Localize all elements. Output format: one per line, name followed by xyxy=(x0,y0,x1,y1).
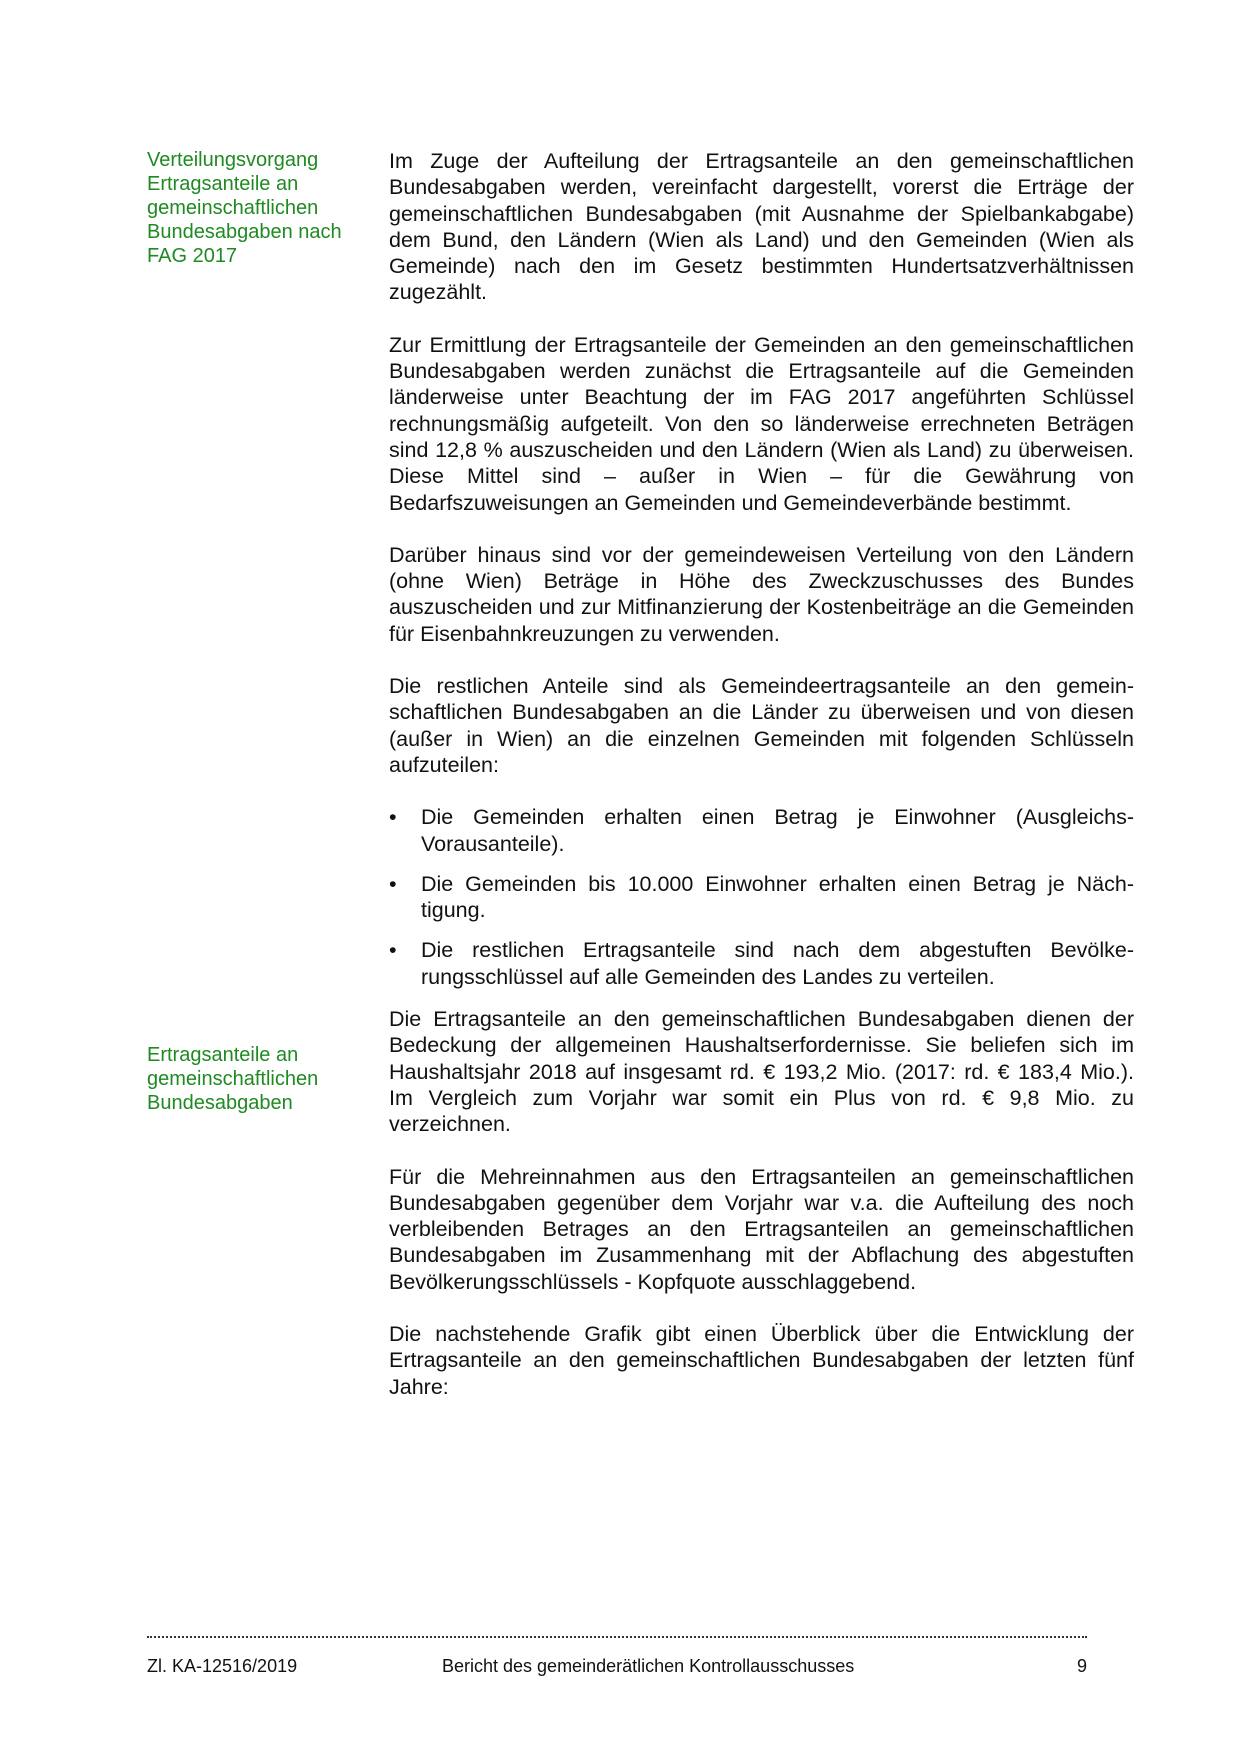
bullet-icon: • xyxy=(389,805,397,830)
main-text xyxy=(389,148,1134,1426)
margin-note-line: Ertragsanteile an xyxy=(147,173,299,195)
paragraph-restliche-anteile: Die restlichen Anteile sind als Gemeindeertragsanteile an den gemeinschaftlichen Bundesabgaben an die Länder zu überweisen und von diesen (außer in Wien) an die einzelnen Gemeinden mit folgenden Schlüsseln aufzuteilen: xyxy=(389,674,1134,777)
list-item-text: Die Gemeinden bis 10.000 Einwohner erhalten einen Betrag je Nächtigung. xyxy=(421,871,1134,923)
document-reference: Zl. KA-12516/2019 xyxy=(147,1656,298,1676)
margin-note-line: Verteilungsvorgang xyxy=(147,149,319,171)
paragraph-darueber-hinaus: Darüber hinaus sind vor der gemeindeweisen Verteilung von den Ländern (ohne Wien) Beträge in Höhe des Zweckzuschusses des Bundes auszuscheiden und zur Mitfinanzierung der Kostenbeiträge an die Gemeinden für Eisenbahnkreuzungen zu verwenden. xyxy=(389,542,1134,646)
list-item-text: Die Gemeinden erhalten einen Betrag je Einwohner (Ausgleichs-Vorausanteile). xyxy=(421,805,1134,856)
margin-note-line: Ertragsanteile an xyxy=(147,1044,299,1066)
margin-note-line: Bundesabgaben nach xyxy=(147,221,342,243)
margin-note-line: gemeinschaftlichen xyxy=(147,1068,319,1090)
list-item xyxy=(389,871,1134,924)
list-item xyxy=(389,937,1134,990)
report-title: Bericht des gemeinderätlichen Kontrollausschusses xyxy=(442,1656,855,1676)
paragraph-grafik-intro: Die nachstehende Grafik gibt einen Überblick über die Entwicklung der Ertragsanteile an den gemeinschaftlichen Bundesabgaben der letzten fünf Jahre: xyxy=(389,1321,1134,1399)
distribution-key-list xyxy=(389,804,1134,990)
bullet-icon: • xyxy=(389,938,397,963)
margin-note-ertragsanteile xyxy=(147,1043,362,1115)
page-number: 9 xyxy=(1076,1656,1087,1676)
margin-note-line: Bundesabgaben xyxy=(147,1092,293,1114)
paragraph-haushaltserfordernisse: Die Ertragsanteile an den gemeinschaftlichen Bundesabgaben dienen der Bedeckung der allgemeinen Haushaltserfordernisse. Sie beliefen sich im Haushaltsjahr 2018 auf insgesamt rd. € 193,2 Mio. (2017: rd. € 183,4 Mio.). Im Vergleich zum Vorjahr war somit ein Plus von rd. € 9,8 Mio. zu verzeichnen. xyxy=(389,1007,1134,1137)
paragraph-aufteilung: Im Zuge der Aufteilung der Ertragsanteile an den gemeinschaftlichen Bundesabgaben werden, vereinfacht dargestellt, vorerst die Erträge der gemeinschaftlichen Bundesabgaben (mit Ausnahme der Spielbankabgabe) dem Bund, den Ländern (Wien als Land) und den Gemeinden (Wien als Gemeinde) nach den im Gesetz bestimmten Hundertsatzverhältnissen zugezählt. xyxy=(389,149,1134,305)
paragraph-mehreinnahmen: Für die Mehreinnahmen aus den Ertragsanteilen an gemeinschaftlichen Bundesabgaben gegenüber dem Vorjahr war v.a. die Aufteilung des noch verbleibenden Betrages an den Ertragsanteilen an gemeinschaftlichen Bundesabgaben im Zusammenhang mit der Abflachung des abgestuften Bevölkerungsschlüssels - Kopfquote ausschlaggebend. xyxy=(389,1164,1134,1294)
footer-divider xyxy=(147,1636,1087,1638)
margin-note-line: gemeinschaftlichen xyxy=(147,197,319,219)
margin-note-line: FAG 2017 xyxy=(147,245,238,267)
paragraph-ermittlung: Zur Ermittlung der Ertragsanteile der Gemeinden an den gemeinschaftlichen Bundesabgaben werden zunächst die Ertragsanteile auf die Gemeinden länderweise unter Beachtung der im FAG 2017 angeführten Schlüssel rechnungsmäßig aufgeteilt. Von den so länderweise errechneten Beträgen sind 12,8 % auszuscheiden und den Ländern (Wien als Land) zu überweisen. Diese Mittel sind – außer in Wien – für die Gewährung von Bedarfszuweisungen an Gemeinden und Gemeindeverbände bestimmt. xyxy=(389,332,1134,515)
bullet-icon: • xyxy=(389,871,397,896)
margin-note-verteilungsvorgang xyxy=(147,148,362,268)
list-item-text: Die restlichen Ertragsanteile sind nach dem abgestuften Bevölkerungsschlüssel auf alle Gemeinden des Landes zu verteilen. xyxy=(421,938,1134,989)
list-item xyxy=(389,804,1134,857)
